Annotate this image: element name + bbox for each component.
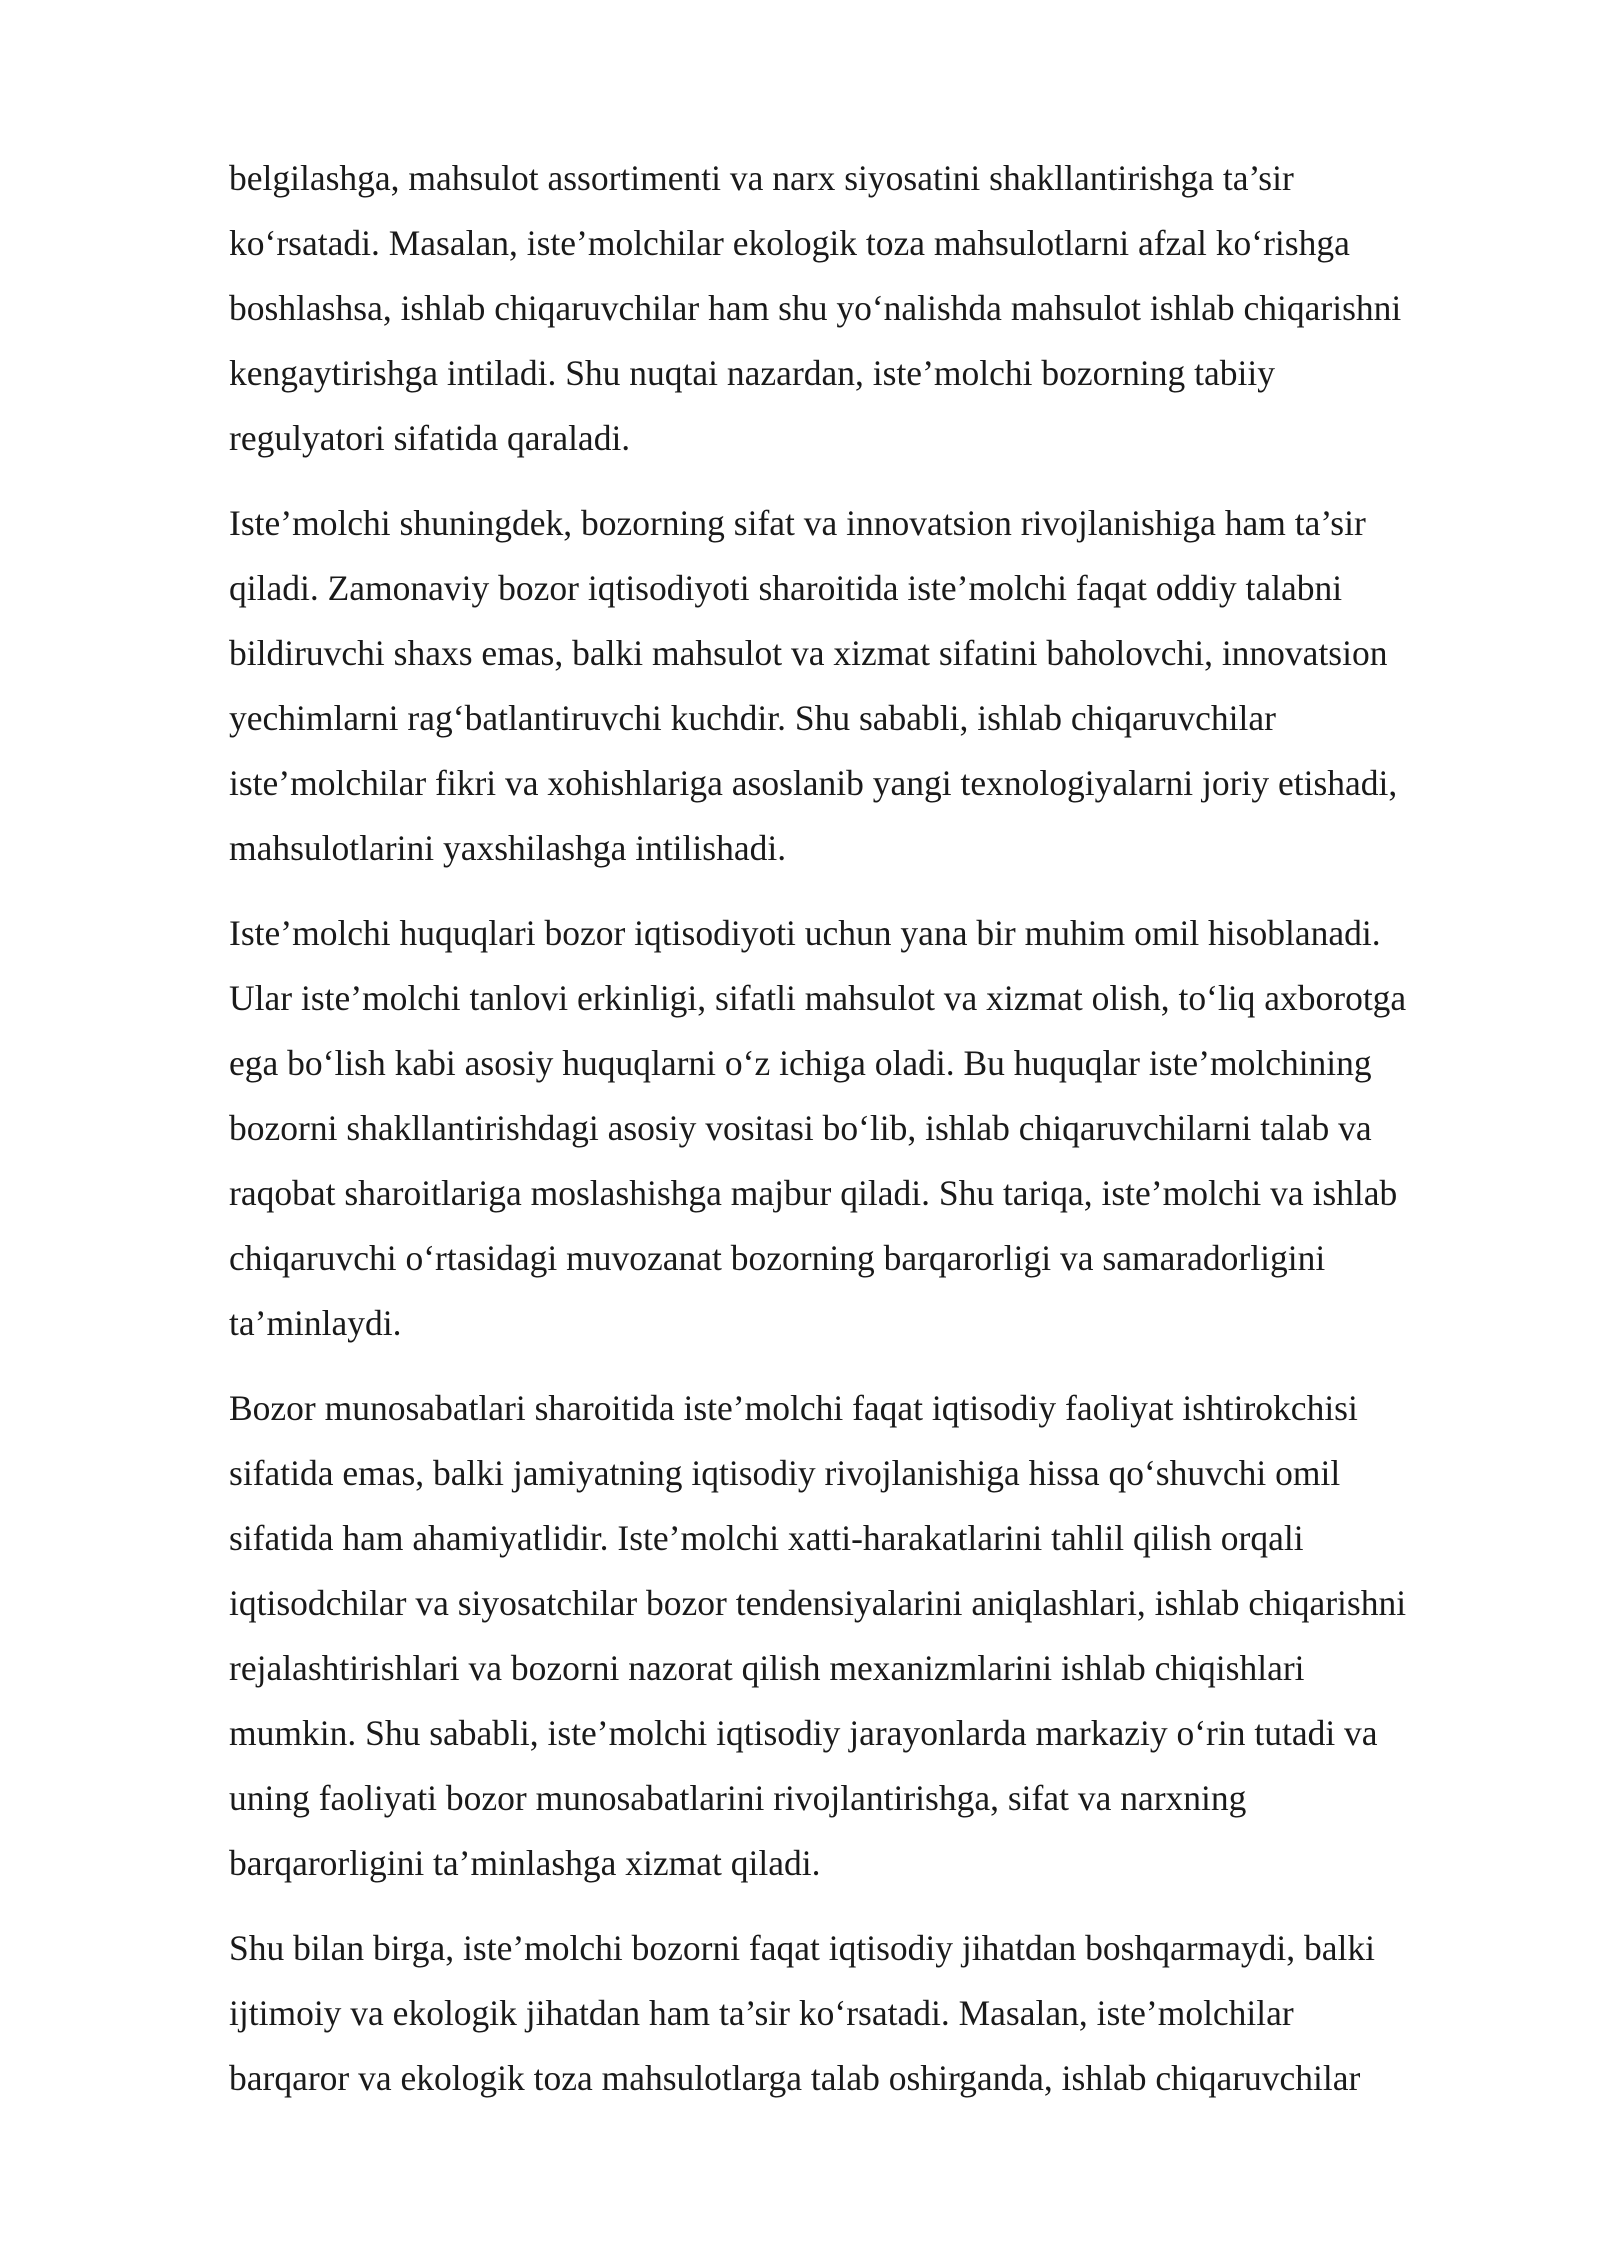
paragraph-2 xyxy=(229,491,1489,881)
text-line: Shu bilan birga, iste’molchi bozorni faqat iqtisodiy jihatdan boshqarmaydi, balki xyxy=(229,1928,1375,1968)
text-line: regulyatori sifatida qaraladi. xyxy=(229,418,631,458)
paragraph-1 xyxy=(229,146,1489,471)
text-line: chiqaruvchi o‘rtasidagi muvozanat bozorning barqarorligi va samaradorligini xyxy=(229,1238,1326,1278)
paragraph-5 xyxy=(229,1916,1489,2111)
text-line: sifatida emas, balki jamiyatning iqtisodiy rivojlanishiga hissa qo‘shuvchi omil xyxy=(229,1453,1341,1493)
paragraph-4 xyxy=(229,1376,1489,1896)
text-line: yechimlarni rag‘batlantiruvchi kuchdir. Shu sababli, ishlab chiqaruvchilar xyxy=(229,698,1276,738)
text-line: iqtisodchilar va siyosatchilar bozor tendensiyalarini aniqlashlari, ishlab chiqarishni xyxy=(229,1583,1407,1623)
text-line: Bozor munosabatlari sharoitida iste’molchi faqat iqtisodiy faoliyat ishtirokchisi xyxy=(229,1388,1358,1428)
text-line: Iste’molchi huquqlari bozor iqtisodiyoti uchun yana bir muhim omil hisoblanadi. xyxy=(229,913,1381,953)
text-line: bozorni shakllantirishdagi asosiy vositasi bo‘lib, ishlab chiqaruvchilarni talab va xyxy=(229,1108,1372,1148)
text-line: bildiruvchi shaxs emas, balki mahsulot va xizmat sifatini baholovchi, innovatsion xyxy=(229,633,1388,673)
text-line: kengaytirishga intiladi. Shu nuqtai nazardan, iste’molchi bozorning tabiiy xyxy=(229,353,1276,393)
text-line: barqarorligini ta’minlashga xizmat qiladi. xyxy=(229,1843,821,1883)
text-line: Ular iste’molchi tanlovi erkinligi, sifatli mahsulot va xizmat olish, to‘liq axborotga xyxy=(229,978,1407,1018)
text-line: qiladi. Zamonaviy bozor iqtisodiyoti sharoitida iste’molchi faqat oddiy talabni xyxy=(229,568,1343,608)
paragraph-3 xyxy=(229,901,1489,1356)
text-line: boshlashsa, ishlab chiqaruvchilar ham shu yo‘nalishda mahsulot ishlab chiqarishni xyxy=(229,288,1402,328)
text-line: rejalashtirishlari va bozorni nazorat qilish mexanizmlarini ishlab chiqishlari xyxy=(229,1648,1305,1688)
text-line: iste’molchilar fikri va xohishlariga asoslanib yangi texnologiyalarni joriy etishadi, xyxy=(229,763,1398,803)
body-text xyxy=(229,146,1489,2131)
text-line: ijtimoiy va ekologik jihatdan ham ta’sir ko‘rsatadi. Masalan, iste’molchilar xyxy=(229,1993,1294,2033)
text-line: barqaror va ekologik toza mahsulotlarga talab oshirganda, ishlab chiqaruvchilar xyxy=(229,2058,1361,2098)
text-line: Iste’molchi shuningdek, bozorning sifat va innovatsion rivojlanishiga ham ta’sir xyxy=(229,503,1366,543)
text-line: uning faoliyati bozor munosabatlarini rivojlantirishga, sifat va narxning xyxy=(229,1778,1247,1818)
text-line: sifatida ham ahamiyatlidir. Iste’molchi xatti-harakatlarini tahlil qilish orqali xyxy=(229,1518,1304,1558)
text-line: mahsulotlarini yaxshilashga intilishadi. xyxy=(229,828,787,868)
text-line: mumkin. Shu sababli, iste’molchi iqtisodiy jarayonlarda markaziy o‘rin tutadi va xyxy=(229,1713,1378,1753)
text-line: ta’minlaydi. xyxy=(229,1303,402,1343)
text-line: ko‘rsatadi. Masalan, iste’molchilar ekologik toza mahsulotlarni afzal ko‘rishga xyxy=(229,223,1350,263)
text-line: belgilashga, mahsulot assortimenti va narx siyosatini shakllantirishga ta’sir xyxy=(229,158,1294,198)
text-line: raqobat sharoitlariga moslashishga majbur qiladi. Shu tariqa, iste’molchi va ishlab xyxy=(229,1173,1398,1213)
text-line: ega bo‘lish kabi asosiy huquqlarni o‘z ichiga oladi. Bu huquqlar iste’molchining xyxy=(229,1043,1372,1083)
